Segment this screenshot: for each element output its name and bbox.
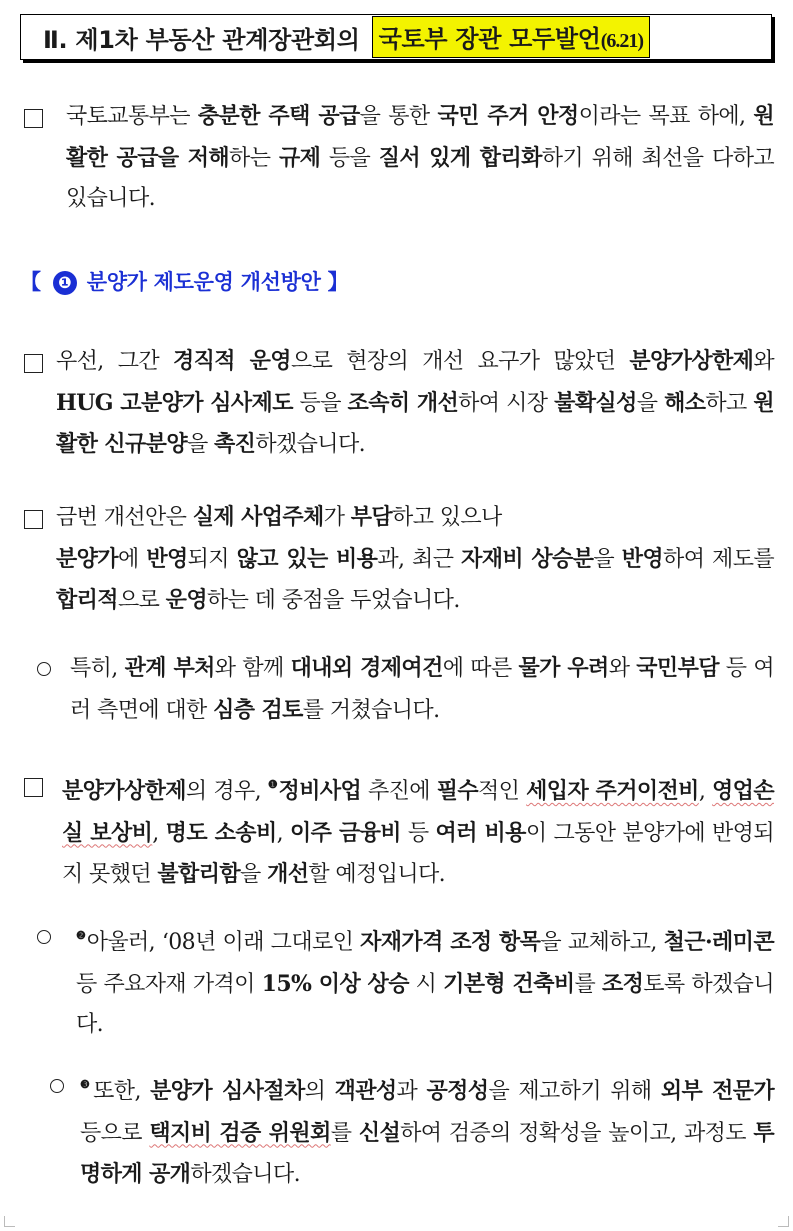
bold-run: 분양가	[56, 545, 118, 572]
bold-run: 여러 비용	[435, 819, 526, 846]
bold-run: 심층 검토	[213, 696, 303, 723]
text-run: 하여 검증의 정확성을 높이고, 과정도	[400, 1120, 754, 1146]
circled-number-icon: ❸	[80, 1078, 93, 1091]
title-date: (6.21)	[600, 30, 644, 52]
bold-run: 관계 부처	[124, 655, 215, 681]
text-run: 으로	[117, 588, 166, 613]
bold-run: 자재비 상승분	[461, 545, 594, 572]
text-run: 을 교체하고,	[540, 930, 664, 955]
text-run: ,	[152, 820, 166, 846]
heading-text: 분양가 제도운영 개선방안	[86, 270, 321, 294]
bold-run: 운영	[165, 587, 207, 613]
paragraph-4	[62, 765, 774, 896]
text-run: 의	[304, 1079, 335, 1104]
paragraph-6	[80, 1065, 774, 1196]
bold-run: 기본형 건축비	[443, 970, 575, 997]
bold-run: 부담	[350, 504, 393, 530]
paragraph-1	[56, 341, 774, 466]
bold-run: 객관성	[334, 1078, 397, 1104]
text-run: 와 함께	[214, 656, 291, 681]
bold-run: 합리적	[56, 587, 118, 613]
text-run: 국토교통부는	[66, 104, 198, 129]
text-run: 에	[117, 546, 147, 572]
bold-run: 투명하게 공개	[80, 1119, 774, 1187]
text-run: 하고	[705, 390, 754, 416]
text-run: ,	[276, 820, 290, 846]
bold-run: 불합리함	[157, 861, 241, 887]
square-bullet-icon	[24, 778, 43, 797]
bold-run: 필수	[436, 778, 479, 804]
section-title-box	[20, 14, 772, 60]
heading-open-bracket: 【	[20, 270, 41, 294]
text-run: 와	[753, 349, 774, 374]
bold-run: 국민부담	[636, 655, 719, 681]
text-run: 되지	[187, 546, 237, 572]
bold-run: HUG 고분양가 심사제도	[56, 389, 293, 416]
intro-paragraph	[66, 96, 774, 220]
bold-run: 않고 있는 비용	[236, 545, 378, 572]
bold-run: 원활한 신규분양	[56, 389, 775, 457]
heading-close-bracket: 】	[327, 270, 349, 294]
bold-run: 개선	[267, 861, 309, 887]
bold-run: 반영	[621, 545, 664, 572]
text-run: 를	[574, 971, 602, 997]
bold-run: 반영	[146, 545, 188, 572]
text-run: 시	[408, 971, 444, 997]
text-run: 등을	[320, 145, 379, 171]
text-run: 을	[636, 390, 665, 416]
text-run: 이 그동안 분양가에 반영되지 못했던	[62, 820, 774, 887]
text-run: 등 여러 측면에 대한	[70, 656, 774, 723]
paragraph-5	[76, 916, 774, 1046]
bold-run: 세입자 주거이전비	[526, 778, 699, 804]
square-bullet-icon	[24, 354, 43, 373]
text-run: ,	[698, 779, 713, 804]
text-run: 을 통한	[359, 104, 438, 129]
text-run: 을	[240, 862, 268, 887]
text-run: 추진에	[361, 779, 437, 804]
bold-run: 해소	[664, 389, 706, 416]
text-run: 특히,	[70, 656, 125, 681]
circle-bullet-icon	[37, 662, 51, 676]
text-run: 를 거쳤습니다.	[302, 697, 440, 723]
text-run: 또한,	[93, 1079, 151, 1104]
square-bullet-icon	[24, 109, 43, 128]
bold-run: 조정	[601, 970, 644, 997]
square-bullet-icon	[24, 510, 43, 529]
bold-run: 분양가 심사절차	[150, 1078, 305, 1104]
bold-run: 실제 사업주체	[192, 504, 324, 530]
bold-run: 15% 이상 상승	[261, 970, 409, 997]
circle-bullet-icon	[37, 930, 51, 944]
circled-number-icon: ❷	[76, 929, 86, 942]
text-run: 과, 최근	[377, 546, 462, 572]
text-run: 하는 데 중점을 두었습니다.	[206, 588, 460, 613]
paragraph-2	[56, 497, 774, 622]
text-run: 할 예정입니다.	[308, 862, 446, 887]
bold-run: 조속히 개선	[347, 389, 459, 416]
bold-run: 경직적 운영	[173, 348, 291, 374]
bold-run: 영업손실 보상비	[62, 778, 774, 846]
text-run: 에 따른	[442, 656, 519, 681]
bold-run: 택지비 검증 위원회	[149, 1119, 331, 1146]
text-run: 가	[323, 505, 351, 530]
bold-run: 정비사업	[278, 778, 362, 804]
text-run: 을 제고하기 위해	[488, 1079, 661, 1104]
bold-run: 충분한 주택 공급	[197, 103, 360, 129]
bold-run: 철근·레미콘	[663, 929, 774, 955]
paragraph-3	[70, 648, 774, 731]
text-run: 을	[186, 432, 215, 457]
page-corner-mark	[778, 1216, 789, 1227]
text-run: 와	[608, 656, 637, 681]
bold-run: 분양가상한제	[629, 348, 754, 374]
text-run: 등	[400, 820, 436, 846]
text-run: 하는	[229, 145, 279, 171]
section-title-prefix: Ⅱ. 제1차 부동산 관계장관회의	[43, 25, 360, 54]
bold-run: 이주 금융비	[289, 819, 401, 846]
text-run: 하고 있으나	[392, 505, 502, 530]
text-run: 하여 제도를	[663, 546, 775, 572]
text-run: 하여 시장	[458, 390, 555, 416]
text-run: 하겠습니다.	[255, 432, 365, 457]
highlighted-title	[372, 16, 650, 58]
text-run: 적인	[478, 779, 527, 804]
text-run: 토록 하겠습니다.	[76, 971, 774, 1037]
bold-run: 외부 전문가	[660, 1078, 775, 1104]
bold-run: 명도 소송비	[165, 819, 277, 846]
text-run: 으로 현장의 개선 요구가 많았던	[290, 349, 630, 374]
bold-run: 불확실성	[554, 389, 637, 416]
bold-run: 물가 우려	[518, 655, 609, 681]
bold-run: 자재가격 조정 항목	[360, 929, 541, 955]
text-run: 하겠습니다.	[190, 1162, 300, 1187]
subsection-heading	[20, 266, 348, 296]
highlight-text: 국토부 장관 모두발언	[378, 25, 601, 53]
number-one-icon: ❶	[53, 271, 77, 295]
text-run: 과	[396, 1079, 427, 1104]
text-run: 의 경우,	[185, 779, 268, 804]
text-run: 을	[593, 546, 622, 572]
page-corner-mark	[4, 1216, 15, 1227]
bold-run: 공정성	[426, 1078, 489, 1104]
circle-bullet-icon	[50, 1079, 64, 1093]
bold-run: 촉진	[214, 431, 256, 457]
text-run: 하기 위해 최선을 다하고 있습니다.	[66, 145, 774, 211]
circled-number-icon: ❶	[267, 778, 278, 791]
text-run: 금번 개선안은	[56, 505, 193, 530]
bold-run: 원활한 공급을 저해	[66, 103, 775, 171]
bold-run: 국민 주거 안정	[437, 103, 579, 129]
bold-run: 대내외 경제여건	[290, 655, 443, 681]
bold-run: 질서 있게 합리화	[378, 144, 542, 171]
text-run: 등으로	[80, 1120, 150, 1146]
text-run: 등 주요자재 가격이	[76, 971, 262, 997]
text-run: 이라는 목표 하에,	[578, 104, 754, 129]
text-run: 등을	[292, 390, 348, 416]
bold-run: 규제	[278, 144, 321, 171]
bold-run: 분양가상한제	[62, 778, 186, 804]
text-run: 아울러, ‘08년 이래 그대로인	[86, 930, 361, 955]
text-run: 를	[330, 1120, 359, 1146]
text-run: 우선, 그간	[56, 349, 173, 374]
bold-run: 신설	[358, 1119, 401, 1146]
